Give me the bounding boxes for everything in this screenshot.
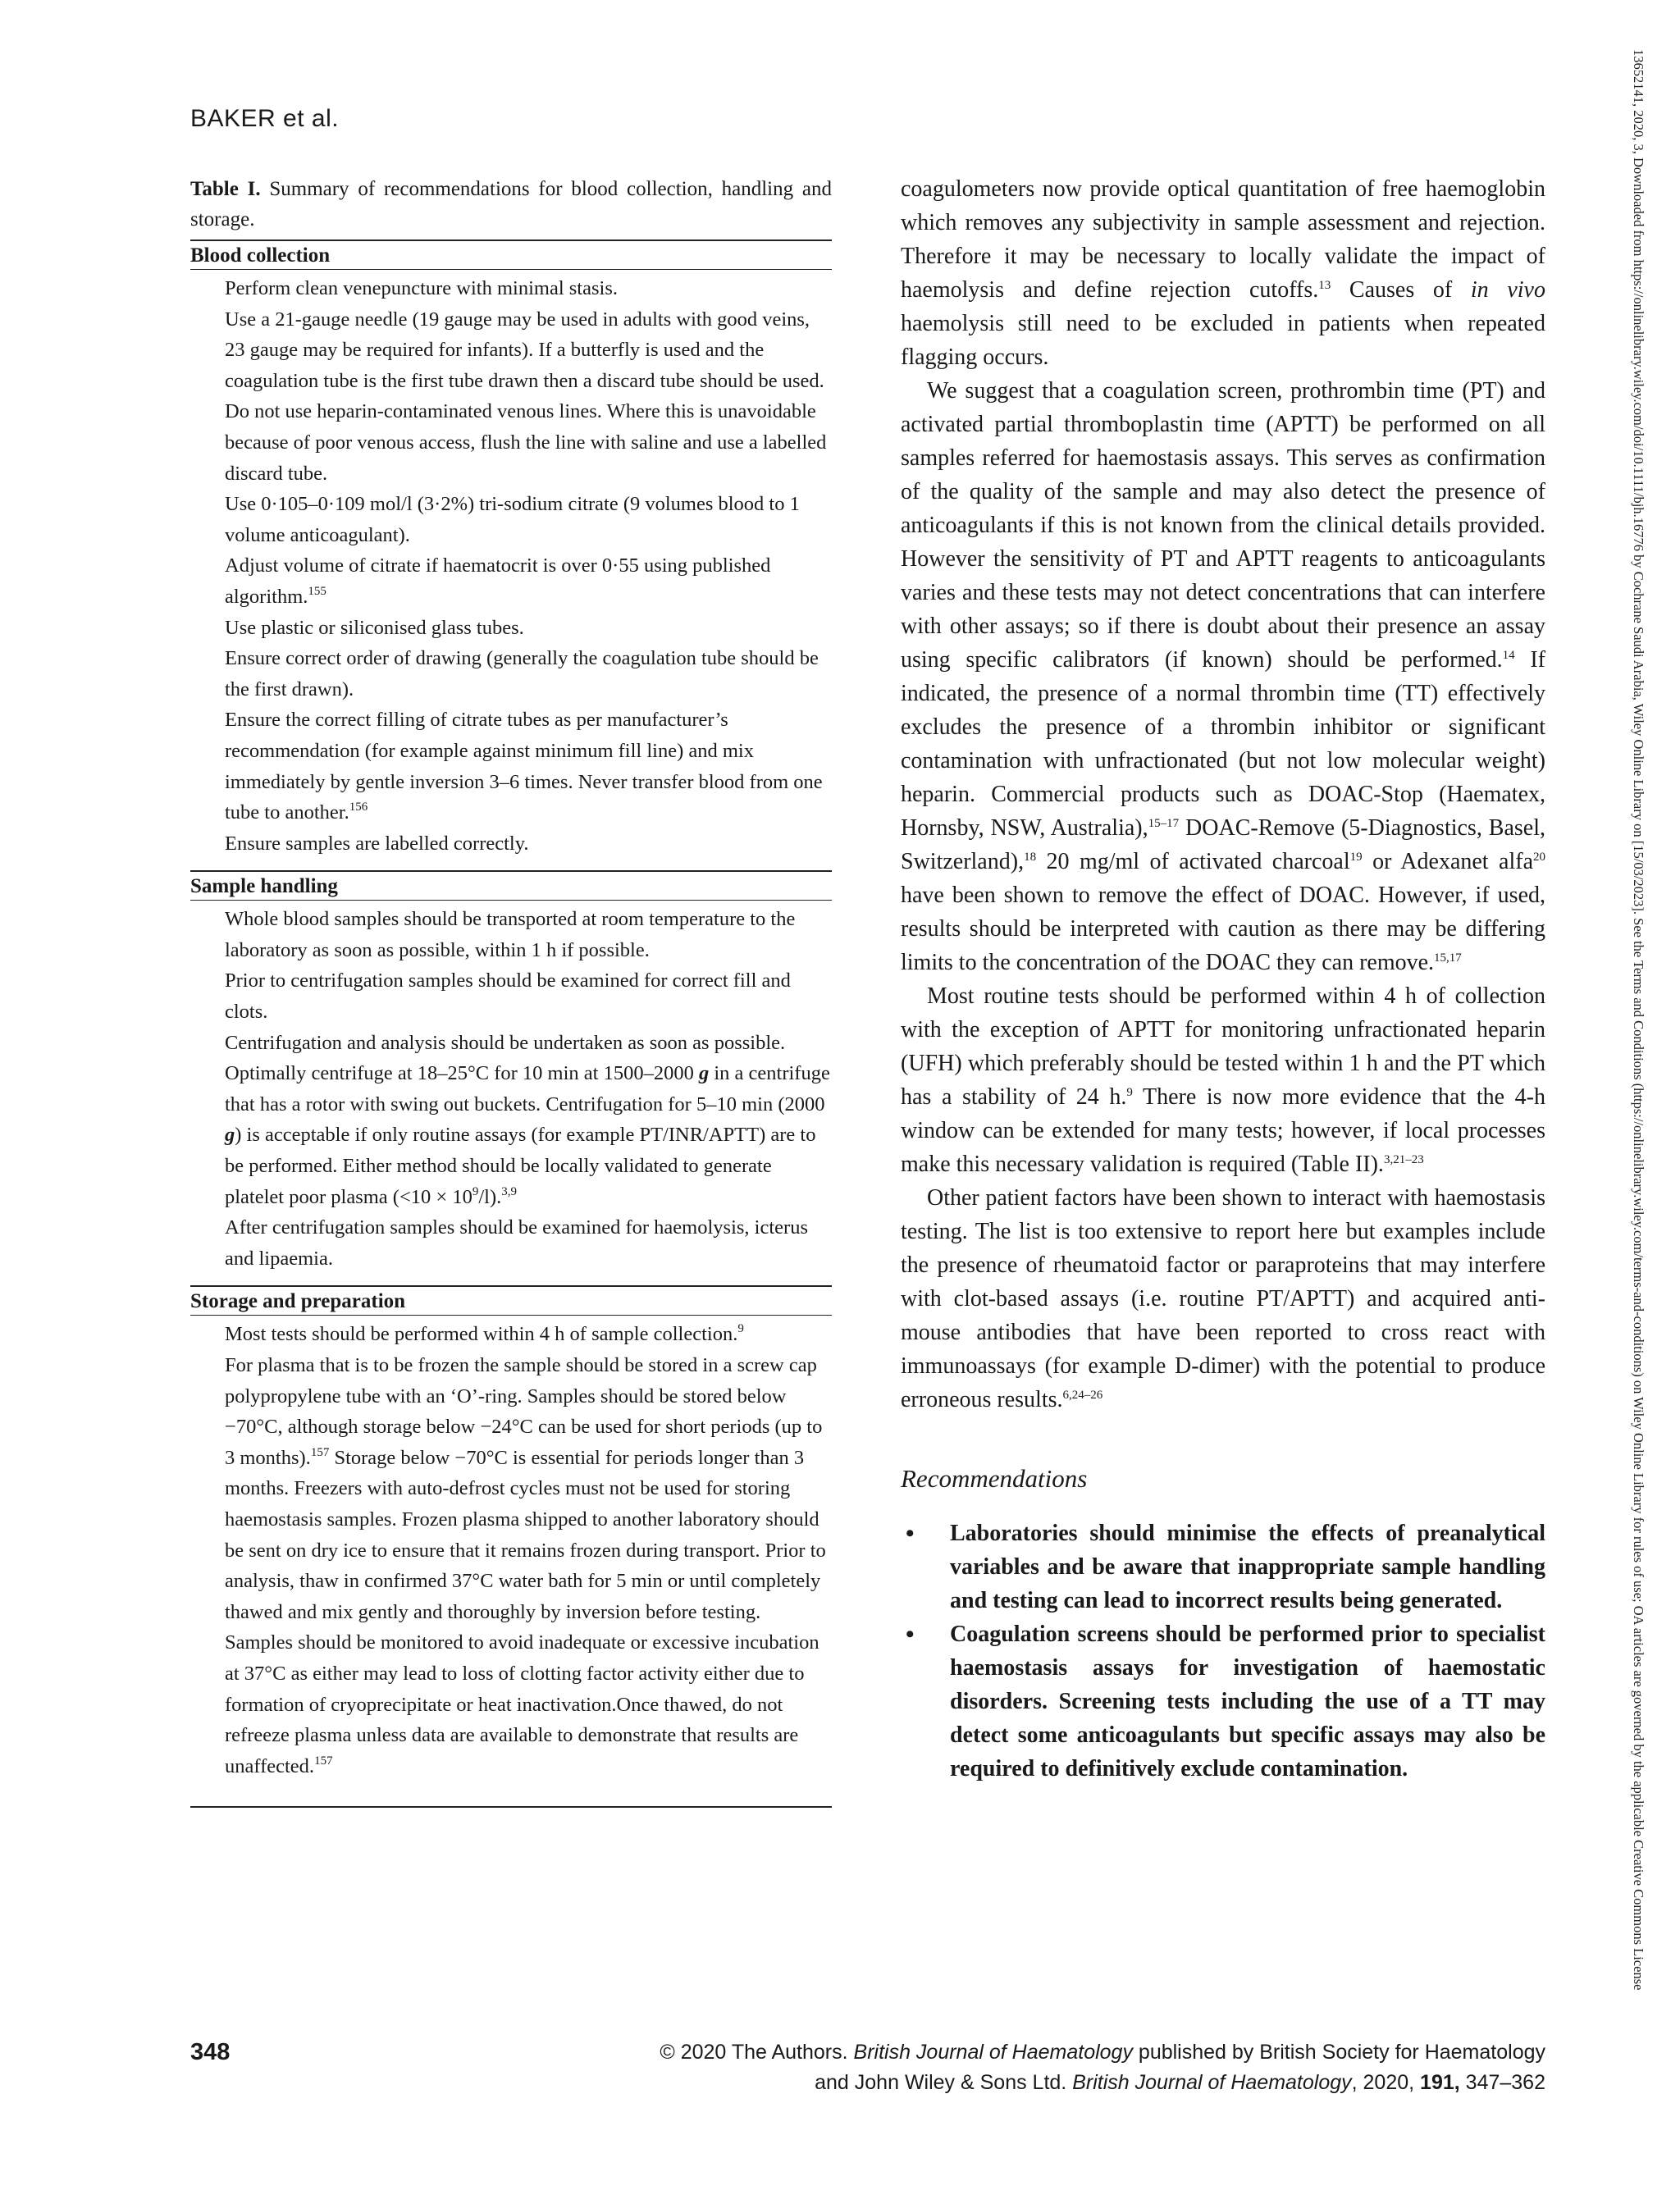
exponent: 9 — [472, 1184, 479, 1198]
running-header-author: BAKER et al. — [190, 105, 340, 132]
text-run: haemolysis still need to be excluded in patients when repeated flagging occurs. — [901, 311, 1545, 370]
citation: 9 — [737, 1322, 744, 1336]
table-item — [225, 1350, 832, 1781]
recommendations-heading: Recommendations — [901, 1464, 1088, 1493]
table-item: Do not use heparin-contaminated venous lines. Where this is unavoidable because of poor venous access, flush the line with saline and use a labelled discard tube. — [225, 400, 827, 485]
citation: 15,17 — [1434, 951, 1462, 965]
sample-handling-items — [190, 901, 832, 1274]
table-item: Whole blood samples should be transported at room temperature to the laboratory as soon as possible, within 1 h if possible. — [225, 908, 796, 961]
table-caption-text: Summary of recommendations for blood collection, handling and storage. — [190, 178, 832, 230]
citation: 14 — [1502, 649, 1515, 662]
table-1 — [190, 174, 832, 1808]
bullet-icon: • — [906, 1621, 915, 1648]
blood-collection-items — [190, 270, 832, 859]
citation: 18 — [1024, 851, 1037, 864]
recommendation-text: Coagulation screens should be performed prior to specialist haemostasis assays for investigation of haemostatic disorders. Screening tests including the use of a TT may detect some anticoagulants but specific assays may also be required to definitively exclude contamination. — [950, 1622, 1545, 1781]
table-caption — [190, 174, 832, 235]
text-run: There is now more evidence that the 4-h window can be extended for many tests; however, if local processes make this necessary validation is required (Table II). — [901, 1084, 1546, 1177]
footer-line-1 — [660, 2037, 1545, 2068]
footer-text: © 2020 The Authors. — [660, 2041, 854, 2064]
table-item: Perform clean venepuncture with minimal stasis. — [225, 277, 618, 299]
footer-text: and John Wiley & Sons Ltd. — [815, 2071, 1073, 2094]
bullet-icon: • — [906, 1520, 915, 1547]
footer-text: 347–362 — [1459, 2071, 1545, 2094]
table-item-text: ) is acceptable if only routine assays (for example PT/INR/APTT) are to be performed. Either method should be locally validated to generate platelet poor plasma (<10 × 10 — [225, 1124, 816, 1208]
table-item: Use plastic or siliconised glass tubes. — [225, 616, 524, 639]
table-item: Use a 21-gauge needle (19 gauge may be used in adults with good veins, 23 gauge may be required for infants). If a butterfly is used and the coagulation tube is the first tube drawn then a discard tube should be used. — [225, 308, 824, 392]
text-run: DOAC-Remove (5-Diagnostics, Basel, Switzerland), — [901, 815, 1545, 874]
citation: 6,24–26 — [1062, 1389, 1103, 1402]
text-run: coagulometers now provide optical quantitation of free haemoglobin which removes any subjectivity in sample assessment and rejection. Therefore it may be necessary to locally validate the impact of haemolysis and define rejection cutoffs. — [901, 176, 1545, 303]
table-item — [225, 1319, 832, 1350]
footer-copyright — [660, 2037, 1545, 2098]
text-run: or Adexanet alfa — [1362, 849, 1533, 874]
journal-name: British Journal of Haematology — [1072, 2071, 1352, 2094]
download-side-note: 13652141, 2020, 3, Downloaded from https://onlinelibrary.wiley.com/doi/10.1111/bjh.16776 by Cochrane Saudi Arabia, Wiley Online Library on [15/03/2023]. See the Terms and Conditions (https://onlinelibrary.wiley.com/terms-and-conditions) on Wiley Online Library for rules of use; OA articles are governed by the applicable Creative Commons License — [1631, 49, 1646, 1991]
citation: 19 — [1349, 851, 1363, 864]
italic-term: in vivo — [1470, 277, 1545, 303]
section-heading-storage: Storage and preparation — [190, 1285, 832, 1316]
page-number: 348 — [190, 2039, 231, 2065]
table-item — [225, 550, 832, 612]
table-item-text: in a centrifuge that has a rotor with swing out buckets. Centrifugation for 5–10 min (2000 — [225, 1062, 830, 1115]
table-item-text: /l). — [478, 1185, 502, 1208]
recommendations-list — [901, 1517, 1545, 1786]
citation: 20 — [1533, 851, 1545, 864]
table-item-text: Adjust volume of citrate if haematocrit is over 0·55 using published algorithm. — [225, 554, 771, 608]
g-force-symbol: g — [225, 1124, 235, 1147]
recommendation-item — [901, 1517, 1545, 1617]
citation: 3,9 — [501, 1184, 517, 1198]
right-column — [901, 172, 1545, 1786]
section-heading-sample-handling: Sample handling — [190, 870, 832, 901]
text-run: 20 mg/ml of activated charcoal — [1036, 849, 1350, 874]
citation: 157 — [310, 1445, 330, 1459]
text-run: Most routine tests should be performed within 4 h of collection with the exception of APTT for monitoring unfractionated heparin (UFH) which preferably should be tested within 1 h and the PT which has a stability of 24 h. — [901, 983, 1545, 1110]
table-item — [225, 1028, 832, 1213]
citation: 157 — [314, 1754, 333, 1768]
citation: 9 — [1126, 1086, 1133, 1099]
table-item-text: For plasma that is to be frozen the sample should be stored in a screw cap polypropylene tube with an ‘O’-ring. Samples should be stored below −70°C, although storage below −24°C can be used for short periods (up to 3 months). — [225, 1354, 823, 1469]
table-item: Ensure samples are labelled correctly. — [225, 832, 529, 855]
body-paragraph — [901, 979, 1545, 1181]
journal-name: British Journal of Haematology — [853, 2041, 1133, 2064]
footer-text: published by British Society for Haematology — [1132, 2041, 1545, 2064]
volume: 191, — [1420, 2071, 1460, 2094]
g-force-symbol: g — [698, 1062, 710, 1085]
table-item: Ensure correct order of drawing (generally the coagulation tube should be the first drawn). — [225, 647, 819, 700]
text-run: Causes of — [1331, 277, 1471, 303]
table-item-text: Most tests should be performed within 4 h of sample collection. — [225, 1323, 738, 1346]
text-run: If indicated, the presence of a normal thrombin time (TT) effectively excludes the presence of a thrombin inhibitor or significant contamination with unfractionated (but not low molecular weight) heparin. Commercial products such as DOAC-Stop (Haematex, Hornsby, NSW, Australia), — [901, 647, 1545, 841]
footer-text: , 2020, — [1351, 2071, 1421, 2094]
table-item-text: Centrifugation and analysis should be undertaken as soon as possible. Optimally centrifuge at 18–25°C for 10 min at 1500–2000 — [225, 1031, 786, 1085]
table-item: After centrifugation samples should be examined for haemolysis, icterus and lipaemia. — [225, 1216, 808, 1270]
citation: 15–17 — [1148, 817, 1180, 830]
citation: 3,21–23 — [1383, 1153, 1424, 1166]
body-paragraph — [901, 172, 1545, 374]
citation: 155 — [308, 584, 326, 598]
storage-items — [190, 1316, 832, 1781]
citation: 13 — [1318, 279, 1331, 292]
text-run: have been shown to remove the effect of DOAC. However, if used, results should be interpreted with caution as there may be differing limits to the concentration of the DOAC they can remove. — [901, 883, 1545, 975]
table-item-text: Ensure the correct filling of citrate tubes as per manufacturer’s recommendation (for example against minimum fill line) and mix immediately by gentle inversion 3–6 times. Never transfer blood from one tube to another. — [225, 709, 823, 824]
table-item: Prior to centrifugation samples should be examined for correct fill and clots. — [225, 969, 791, 1024]
recommendation-item — [901, 1617, 1545, 1786]
text-run: Other patient factors have been shown to interact with haemostasis testing. The list is too extensive to report here but examples include the presence of rheumatoid factor or paraproteins that may interfere with clot-based assays (i.e. routine PT/APTT) and acquired anti-mouse antibodies that have been reported to cross react with immunoassays (for example D-dimer) with the potential to produce erroneous results. — [901, 1185, 1545, 1412]
section-heading-blood-collection: Blood collection — [190, 240, 832, 270]
body-paragraph — [901, 1181, 1545, 1416]
table-item — [225, 705, 832, 828]
table-item-text: Storage below −70°C is essential for periods longer than 3 months. Freezers with auto-defrost cycles must not be used for storing haemostasis samples. Frozen plasma shipped to another laboratory should be sent on dry ice to ensure that it remains frozen during transport. Prior to analysis, thaw in confirmed 37°C water bath for 5 min or until completely thawed and mix gently and thoroughly by inversion before testing. Samples should be monitored to avoid inadequate or excessive incubation at 37°C as either may lead to loss of clotting factor activity either due to formation of cryoprecipitate or heat inactivation.Once thawed, do not refreeze plasma unless data are available to demonstrate that results are unaffected. — [225, 1446, 826, 1777]
table-bottom-rule — [190, 1806, 832, 1808]
body-paragraph — [901, 374, 1545, 979]
table-item: Use 0·105–0·109 mol/l (3·2%) tri-sodium citrate (9 volumes blood to 1 volume anticoagulant). — [225, 493, 800, 546]
table-caption-label: Table I. — [190, 178, 261, 200]
recommendation-text: Laboratories should minimise the effects of preanalytical variables and be aware that inappropriate sample handling and testing can lead to incorrect results being generated. — [950, 1521, 1545, 1613]
citation: 156 — [349, 801, 368, 814]
text-run: We suggest that a coagulation screen, prothrombin time (PT) and activated partial thromboplastin time (APTT) be performed on all samples referred for haemostasis assays. This serves as confirmation of the quality of the sample and may also detect the presence of anticoagulants if this is not known from the clinical details provided. However the sensitivity of PT and APTT reagents to anticoagulants varies and these tests may not detect concentrations that can interfere with other assays; so if there is doubt about their presence an assay using specific calibrators (if known) should be performed. — [901, 378, 1545, 673]
footer-line-2 — [660, 2068, 1545, 2098]
